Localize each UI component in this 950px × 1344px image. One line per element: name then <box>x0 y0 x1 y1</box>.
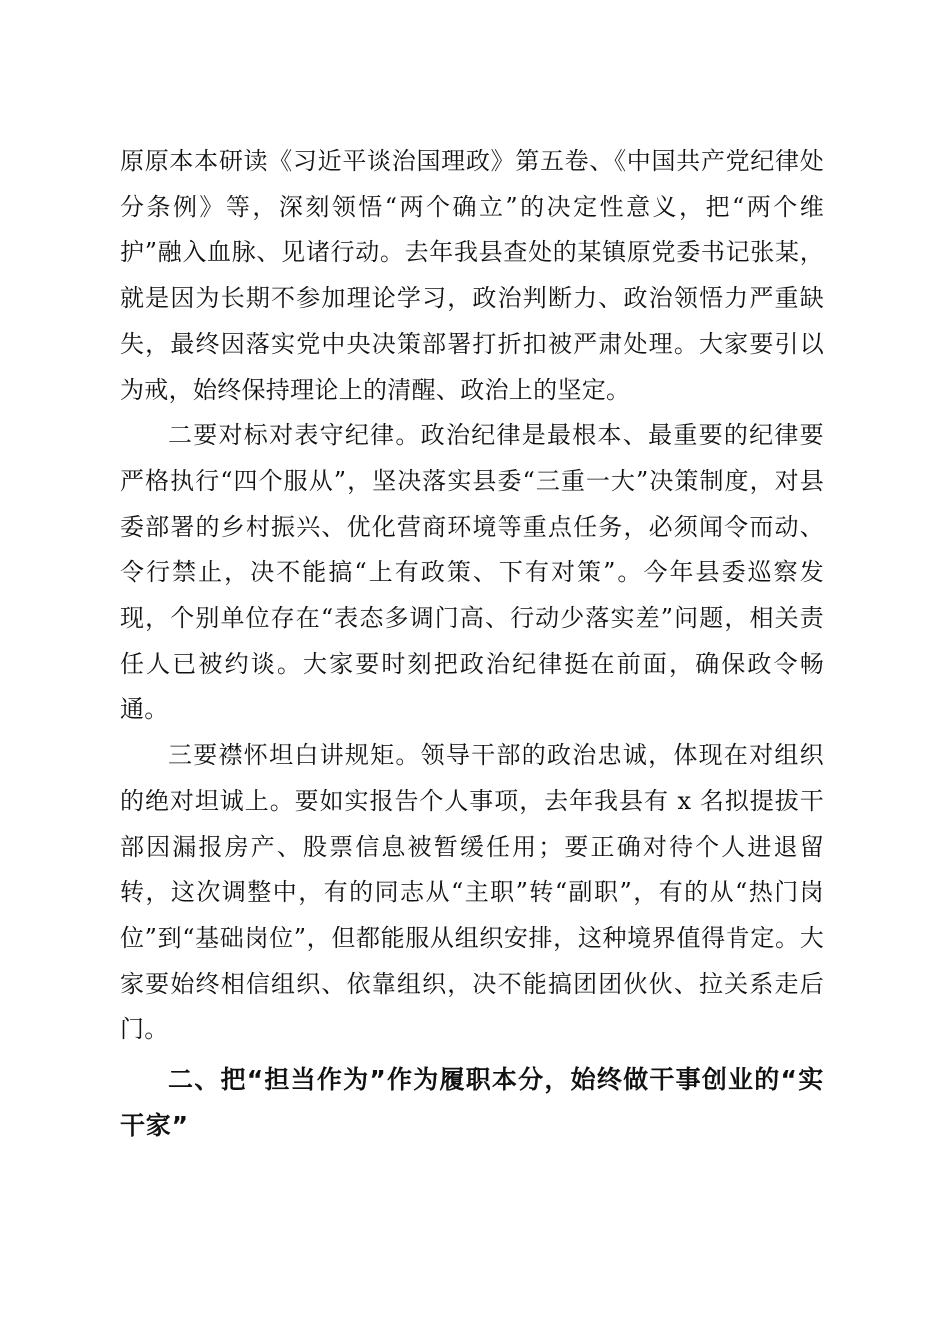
paragraph-rules: 三要襟怀坦白讲规矩。领导干部的政治忠诚，体现在对组织的绝对坦诚上。要如实报告个人事项，去年我县有 x 名拟提拔干部因漏报房产、股票信息被暂缓任用；要正确对待个人进退留转，这次调整中，有的同志从“主职”转“副职”，有的从“热门岗位”到“基础岗位”，但都能服从组织安排，这种境界值得肯定。大家要始终相信组织、依靠组织，决不能搞团团伙伙、拉关系走后门。 <box>120 741 824 1044</box>
section-heading: 二、把“担当作为”作为履职本分，始终做干事创业的“实干家” <box>120 1065 824 1140</box>
paragraph-continuation: 原原本本研读《习近平谈治国理政》第五卷、《中国共产党纪律处分条例》等，深刻领悟“两个确立”的决定性意义，把“两个维护”融入血脉、见诸行动。去年我县查处的某镇原党委书记张某，就是因为长期不参加理论学习，政治判断力、政治领悟力严重缺失，最终因落实党中央决策部署打折扣被严肃处理。大家要引以为戒，始终保持理论上的清醒、政治上的坚定。 <box>120 147 824 404</box>
document-body <box>120 139 824 1148</box>
paragraph-discipline: 二要对标对表守纪律。政治纪律是最根本、最重要的纪律要严格执行“四个服从”，坚决落实县委“三重一大”决策制度，对县委部署的乡村振兴、优化营商环境等重点任务，必须闻令而动、令行禁止，决不能搞“上有政策、下有对策”。今年县委巡察发现，个别单位存在“表态多调门高、行动少落实差”问题，相关责任人已被约谈。大家要时刻把政治纪律挺在前面，确保政令畅通。 <box>120 421 824 724</box>
